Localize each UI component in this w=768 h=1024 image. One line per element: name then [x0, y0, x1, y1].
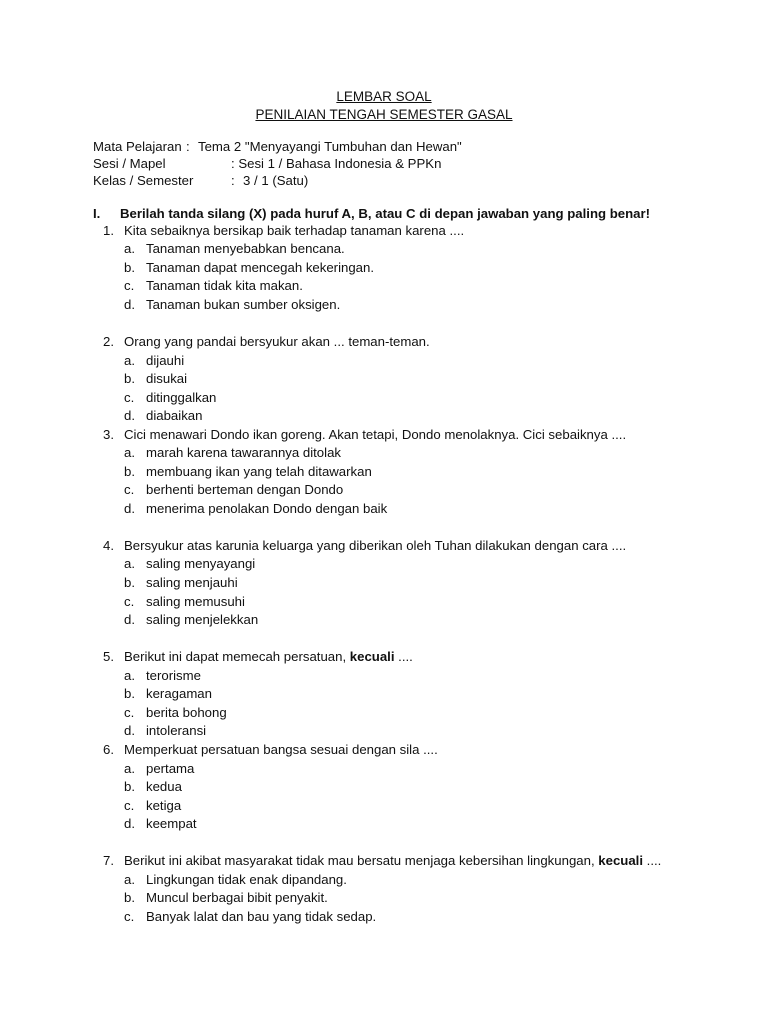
question-text: Kita sebaiknya bersikap baik terhadap tanaman karena .... [124, 223, 465, 238]
question-number: 2. [103, 334, 114, 349]
option-letter: c. [124, 798, 135, 813]
option-text: disukai [146, 371, 188, 386]
option-letter: c. [124, 909, 135, 924]
option-letter: a. [124, 353, 135, 368]
option-letter: d. [124, 501, 135, 516]
option-text: keragaman [146, 686, 212, 701]
option-letter: d. [124, 816, 135, 831]
option-text: intoleransi [146, 723, 207, 738]
option-text: marah karena tawarannya ditolak [146, 445, 341, 460]
option-text: berhenti berteman dengan Dondo [146, 482, 344, 497]
option-letter: d. [124, 297, 135, 312]
option-text: saling menjelekkan [146, 612, 259, 627]
option-letter: b. [124, 890, 135, 905]
question-text [124, 853, 661, 868]
option-text: Tanaman bukan sumber oksigen. [146, 297, 341, 312]
question-number: 3. [103, 427, 114, 442]
question-number: 6. [103, 742, 114, 757]
option-text: pertama [146, 761, 195, 776]
question-text-before: Berikut ini akibat masyarakat tidak mau bersatu menjaga kebersihan lingkungan, [124, 853, 599, 868]
option-letter: a. [124, 241, 135, 256]
option-text: Muncul berbagai bibit penyakit. [146, 890, 328, 905]
option-text: saling menjauhi [146, 575, 238, 590]
question-text: Bersyukur atas karunia keluarga yang diberikan oleh Tuhan dilakukan dengan cara .... [124, 538, 627, 553]
option-text: Tanaman tidak kita makan. [146, 278, 303, 293]
question-text: Cici menawari Dondo ikan goreng. Akan tetapi, Dondo menolaknya. Cici sebaiknya .... [124, 427, 627, 442]
question-text-before: Berikut ini dapat memecah persatuan, [124, 649, 350, 664]
option-text: berita bohong [146, 705, 227, 720]
option-text: menerima penolakan Dondo dengan baik [146, 501, 388, 516]
meta-session-label: Sesi / Mapel [93, 156, 166, 171]
option-text: Lingkungan tidak enak dipandang. [146, 872, 347, 887]
option-letter: c. [124, 594, 135, 609]
meta-subject-sep: : [186, 139, 190, 154]
section-number: I. [93, 206, 101, 221]
meta-class-sep: : [231, 173, 235, 188]
question-number: 1. [103, 223, 114, 238]
option-letter: b. [124, 464, 135, 479]
option-letter: c. [124, 482, 135, 497]
meta-class-value: 3 / 1 (Satu) [243, 173, 309, 188]
option-letter: c. [124, 705, 135, 720]
option-text: Banyak lalat dan bau yang tidak sedap. [146, 909, 377, 924]
meta-class-label: Kelas / Semester [93, 173, 194, 188]
question-text: Memperkuat persatuan bangsa sesuai dengan sila .... [124, 742, 438, 757]
option-letter: d. [124, 408, 135, 423]
question-text [124, 649, 413, 664]
option-text: diabaikan [146, 408, 203, 423]
option-letter: b. [124, 260, 135, 275]
meta-subject-value: Tema 2 "Menyayangi Tumbuhan dan Hewan" [198, 139, 462, 154]
question-text-after: .... [394, 649, 413, 664]
meta-subject-label: Mata Pelajaran [93, 139, 182, 154]
option-text: keempat [146, 816, 197, 831]
option-letter: a. [124, 556, 135, 571]
section-instruction-text: Berilah tanda silang (X) pada huruf A, B, atau C di depan jawaban yang paling benar! [120, 206, 651, 221]
question-text-after: .... [643, 853, 662, 868]
option-text: ketiga [146, 798, 182, 813]
option-letter: d. [124, 723, 135, 738]
option-letter: c. [124, 390, 135, 405]
doc-subtitle: PENILAIAN TENGAH SEMESTER GASAL [255, 107, 513, 122]
option-letter: d. [124, 612, 135, 627]
option-text: kedua [146, 779, 182, 794]
option-letter: c. [124, 278, 135, 293]
option-letter: a. [124, 872, 135, 887]
question-number: 7. [103, 853, 114, 868]
option-text: membuang ikan yang telah ditawarkan [146, 464, 372, 479]
option-letter: b. [124, 371, 135, 386]
option-letter: a. [124, 445, 135, 460]
question-emphasis: kecuali [598, 853, 644, 868]
question-text: Orang yang pandai bersyukur akan ... teman-teman. [124, 334, 430, 349]
meta-session-value: : Sesi 1 / Bahasa Indonesia & PPKn [231, 156, 442, 171]
option-letter: b. [124, 575, 135, 590]
option-letter: a. [124, 668, 135, 683]
doc-title: LEMBAR SOAL [336, 89, 432, 104]
question-number: 5. [103, 649, 114, 664]
option-text: terorisme [146, 668, 201, 683]
option-text: saling memusuhi [146, 594, 245, 609]
option-text: dijauhi [146, 353, 185, 368]
question-emphasis: kecuali [349, 649, 395, 664]
option-text: ditinggalkan [146, 390, 217, 405]
option-letter: b. [124, 686, 135, 701]
option-letter: b. [124, 779, 135, 794]
option-text: Tanaman menyebabkan bencana. [146, 241, 345, 256]
option-text: saling menyayangi [146, 556, 256, 571]
option-text: Tanaman dapat mencegah kekeringan. [146, 260, 375, 275]
question-number: 4. [103, 538, 114, 553]
option-letter: a. [124, 761, 135, 776]
